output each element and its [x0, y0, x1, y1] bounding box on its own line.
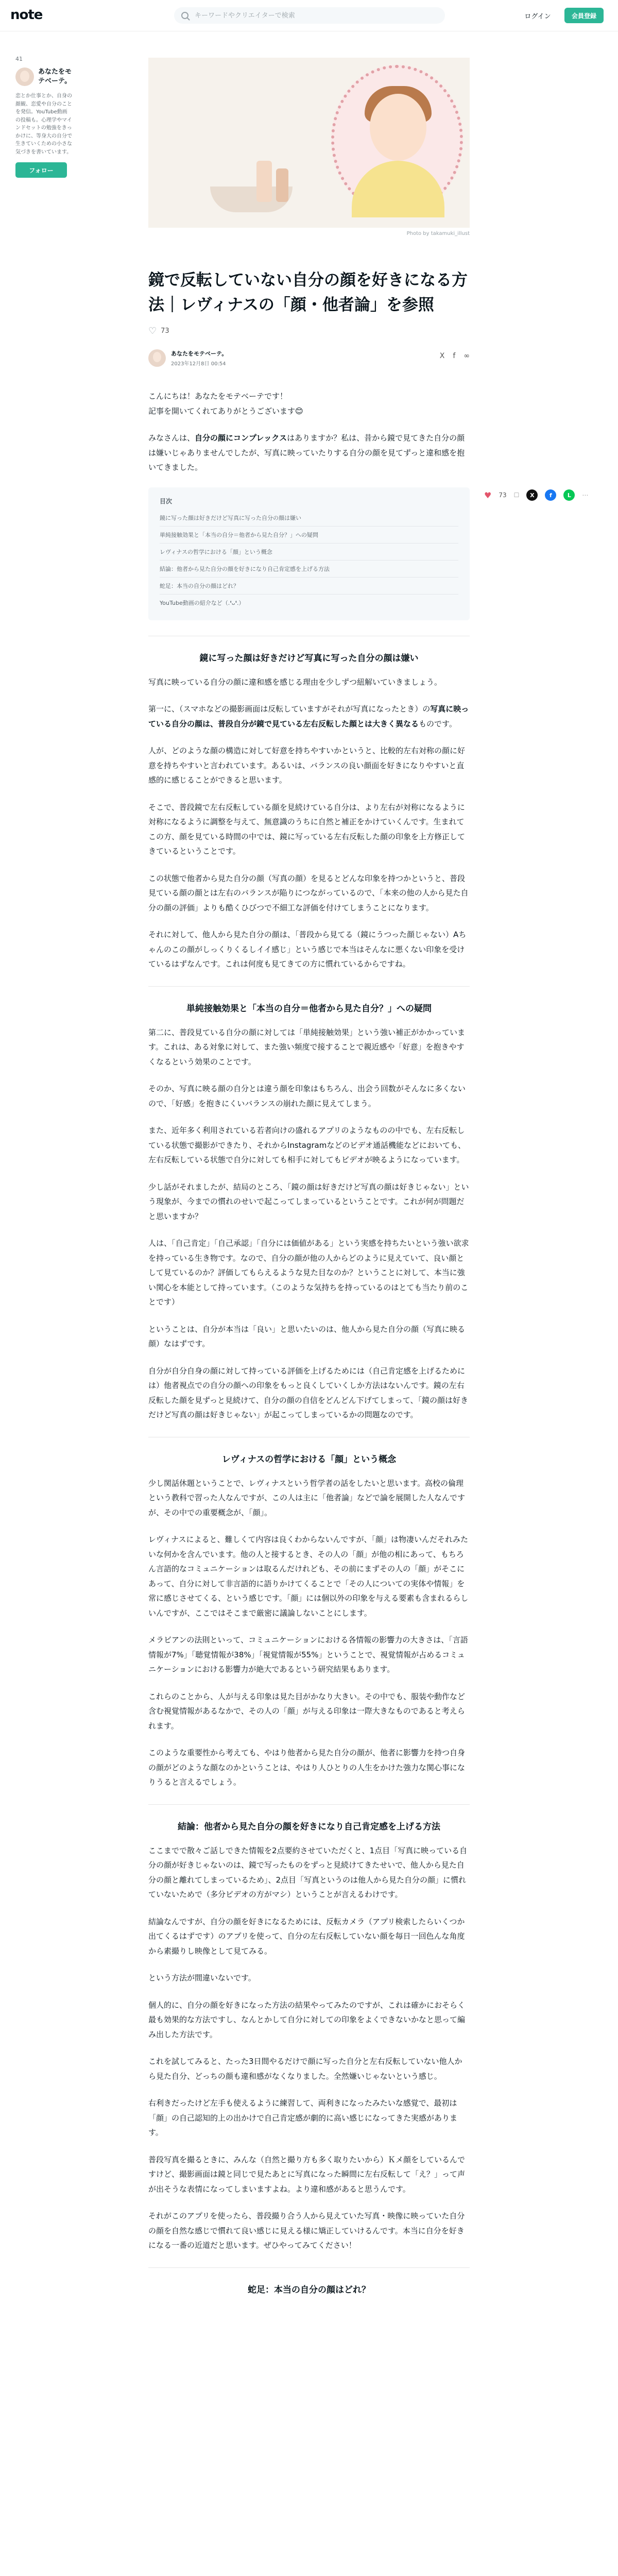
toc-item[interactable]: 鏡に写った顔は好きだけど写真に写った自分の顔は嫌い — [160, 510, 458, 527]
sidebar-profile — [15, 67, 72, 86]
like-count: 73 — [161, 327, 169, 335]
article-body — [148, 268, 470, 2307]
line-share-icon[interactable]: L — [563, 489, 575, 501]
paragraph: これを試してみると、たった3日間やるだけで顔に写った自分と左右反転していない他人から見た自分、どっちの顔も違和感がなくなりました。全然嫌いじゃないという感じ。 — [148, 2057, 462, 2081]
bottle-illustration — [256, 161, 272, 202]
toc-item[interactable]: レヴィナスの哲学における「顔」という概念 — [160, 544, 458, 561]
magazine-tag: 41 — [15, 56, 23, 62]
paragraph: それがこのアプリを使ったら、普段撮り合う人から見えていた写真・映像に映っていた自分の顔を自然な感じで慣れて良い感じに見える様に矯正していけるんです。本当に自分を好きになる一番の近道だと思います。ぜひやってみてください！ — [148, 2211, 465, 2250]
intro-greeting: こんにちは！あなたをモテベーテです！ — [148, 392, 288, 401]
paragraph: ここまでで散々ご話しできた情報を2点要約させていただくと、1点目「写真に映っている自分の顔が好きじゃないのは、鏡で写ったものをずっと見続けてきたせいで、他人から見た自分の顔と離れてしまっているため」、2点目「写真というのは他人から見た自分の顔」に慣れていないためで（多分ビデオの方がマシ）ということが言えるわけです。 — [148, 1845, 468, 1900]
x-share-icon[interactable]: X — [439, 352, 445, 361]
hero-illustration — [148, 58, 470, 228]
paragraph: 少し関話休題ということで、レヴィナスという哲学者の話をしたいと思います。高校の倫理という教科で習った人なんですが、この人は主に「他者論」などで論を展開した人なんですが、その中での重要概念が、「顔」。 — [148, 1478, 466, 1517]
spacer — [148, 368, 470, 389]
paragraph: という方法が間違いないです。 — [148, 1973, 256, 1983]
section-heading: 鏡に写った顔は好きだけど写真に写った自分の顔は嫌い — [199, 653, 419, 664]
paragraph: 人は、「自己肯定」「自己承認」「自分には価値がある」という実感を持ちたいという強い欲求を持っている生き物です。なので、自分の顔が他の人からどのように見えていて、良い顔として見ているのか？評価してもらえるような見た目なのか？ということに対して、本当に強い関心を本能として持っています。（このような気持ちを持っているのはとても当たり前のことです） — [148, 1239, 469, 1307]
section-heading: レヴィナスの哲学における「顔」という概念 — [221, 1454, 397, 1465]
paragraph: そのか、写真に映る顔の自分とは違う顔を印象はもちろん、出会う回数がそんなに多くないので、「好感」を抱きにくいバランスの崩れた顔に見えてしまう。 — [148, 1084, 466, 1108]
signup-button[interactable]: 会員登録 — [564, 8, 604, 23]
face-illustration — [370, 94, 426, 161]
paragraph: 人が、どのような顔の構造に対して好意を持ちやすいかというと、比較的左右対称の顔に好意を持ちやすいと言われています。あるいは、バランスの良い顔面を好きになりやすいと直感的に感じることができると思います。 — [148, 746, 466, 785]
paragraph-text: ものです。 — [419, 719, 457, 728]
bookmark-icon[interactable]: ☐ — [513, 492, 520, 499]
divider — [148, 986, 470, 987]
float-like-count: 73 — [499, 492, 507, 499]
more-icon[interactable]: ⋯ — [582, 492, 589, 499]
avatar[interactable] — [148, 349, 166, 367]
toc-item[interactable]: 結論：他者から見た自分の顔を好きになり自己肯定感を上げる方法 — [160, 561, 458, 578]
global-header — [0, 0, 618, 31]
paragraph: そこで、普段鏡で左右反転している顔を見続けている自分は、より左右が対称になるように対称になるように調整を与えて、無意識のうちに自然と補正をかけていくんです。生まれてこの方、顔を見ている時間の中では、鏡に写っている左右反転した顔の印象を上方修正してきているということです。 — [148, 802, 466, 856]
share-icons — [440, 352, 470, 360]
follow-button[interactable]: フォロー — [15, 162, 67, 178]
sidebar-author-bio: 恋とか仕事とか、自身の顔観、恋愛や自分のことを発信。YouTube動画の投稿も。心理学やマインドセットの勉強をきっかけに、等身大の自分で生きていくための小さな気づきを書いています。 — [15, 93, 72, 155]
paragraph: この状態で他者から見た自分の顔（写真の顔）を見るとどんな印象を持つかというと、普段見ている顔の顔とは左右のバランスが陥りにつながっているので、「本来の他の人から見た自分の顔の評価」よりも酷くひびつで不細工な評価を付けてしまうことになります。 — [148, 873, 469, 912]
note-logo[interactable]: note — [10, 7, 43, 23]
paragraph: 結論なんですが、自分の顔を好きになるためには、反転カメラ（アプリ検索したらいくつか出てくるはずです）のアプリを使って、自分の左右反転していない顔を毎日一回色んな角度から素撮りし映像として見てみる。 — [148, 1917, 465, 1956]
author-row — [148, 348, 470, 368]
paragraph: それに対して、他人から見た自分の顔は、「普段から見てる（鏡にうつった顔じゃない）Aちゃんのこの顔がしっくりくるしイイ感じ」という感じで本当はそんなに悪くない印象を受けているはずなんです。これは何度も見てきての方に慣れているからですね。 — [148, 930, 467, 969]
paragraph — [148, 702, 470, 731]
paragraph: 個人的に、自分の顔を好きになった方法の結果やってみたのですが、これは確かにおそらく最も効果的な方法ですし、なんとかして自分に対しての印象をよくできないかなと思って編み出した方法です。 — [148, 2000, 466, 2039]
x-share-icon[interactable]: X — [526, 489, 538, 501]
section-heading: 結論：他者から見た自分の顔を好きになり自己肯定感を上げる方法 — [178, 1821, 440, 1832]
login-button[interactable]: ログイン — [516, 8, 559, 23]
image-credit: Photo by takamuki_illust — [406, 231, 470, 236]
author-name[interactable]: あなたをモテベーテ。 — [171, 350, 228, 358]
avatar[interactable] — [15, 67, 34, 86]
paragraph: 第二に、普段見ている自分の顔に対しては「単純接触効果」という強い補正がかかっています。これは、ある対象に対して、また強い頻度で接することで親近感や「好意」を抱きやすくなるという効果のことです。 — [148, 1027, 466, 1066]
paragraph: レヴィナスによると、難しくて内容は良くわからないんですが、「顔」は物凄いんだそれみたいな何かを含んでいます。他の人と接するとき、その人の「顔」が他の相にあって、もちろん言語的なコミュニケーションは取るんだけれども、その前にまずその人の「顔」がそこにあって、自分に対して非言語的に語りかけてくることで「その人についての実体や情報」を常に感じさせてくる、という感じです。「顔」には個以外の印象を与える要素も含まれるらしいんですが、ここではそこまで厳密に議論しないことにします。 — [148, 1535, 469, 1618]
article-title: 鏡で反転していない自分の顔を好きになる方法｜レヴィナスの「顔・他者論」を参照 — [148, 271, 468, 315]
intro-paragraph — [148, 431, 470, 475]
paragraph: 右利きだったけど左手も使えるように練習して、両利きになったみたいな感覚で、最初は「顔」の自己認知的上の出かけで自己肯定感が劇的に高い感じになってきた実感があります。 — [148, 2098, 458, 2138]
like-row — [148, 326, 470, 336]
author-meta — [171, 349, 227, 367]
paragraph: 少し話がそれましたが、結局のところ、「鏡の顔は好きだけど写真の顔は好きじゃない」という現象が、今までの慣れのせいで起こってしまっているということです。これが何が問題だと思いますか？ — [148, 1182, 469, 1221]
paragraph: 写真に映っている自分の顔に違和感を感じる理由を少しずつ紐解いていきましょう。 — [148, 677, 442, 687]
publish-date: 2023年12月8日 00:54 — [171, 361, 226, 367]
paragraph: 自分が自分自身の顔に対して持っている評価を上げるためには（自己肯定感を上げるためには）他者視点での自分の顔への印象をもっと良くしていくしか方法はないんです。鏡の左右反転した顔を見ずっと見続けて、自分の顔の自信をどんどん下げてしまって、「鏡の顔は好きだけど写真の顔は好きじゃない」が起こってしまっているかの問題なのです。 — [148, 1366, 469, 1420]
toc-item[interactable]: YouTube動画の紹介など（.❛ᴗ❛.） — [160, 599, 245, 606]
paragraph-emphasis: 写真に映っている自分の顔は、普段自分が鏡で見ている左右反転した顔とは大きく異なる — [148, 704, 469, 728]
paragraph: メラビアンの法則といって、コミュニケーションにおける各情報の影響力の大きさは、「言語情報が7%」「聴覚情報が38%」「視覚情報が55%」ということで、視覚情報が占めるコミュニケーションにおける影響力が絶大であるという研究結果もあります。 — [148, 1635, 468, 1674]
facebook-share-icon[interactable]: f — [453, 352, 456, 361]
search-box[interactable] — [174, 7, 445, 24]
toc-item[interactable]: 単純接触効果と「本当の自分＝他者から見た自分？」への疑問 — [160, 527, 458, 544]
toc-item[interactable]: 蛇足：本当の自分の顔はどれ？ — [160, 578, 458, 595]
intro-text: はありますか？私は、昔から鏡で見てきた自分の顔は嫌いじゃありませんでしたが、写真に映っていたりする自分の顔を見てずっと違和感を抱いてきました。 — [148, 433, 465, 472]
bottle-illustration — [276, 168, 288, 202]
paragraph: 普段写真を撮るときに、みんな（自然と撮り方も多く取りたいから）Ｋメ顔をしているんですけど、撮影画面は鏡と同じで見たあとに写真になった瞬間に左右反転して「え？」って声が出そうな表情になってしまいますよね。より違和感があると思うんです。 — [148, 2155, 466, 2194]
divider — [148, 2267, 470, 2268]
section-heading: 単純接触効果と「本当の自分＝他者から見た自分？」への疑問 — [186, 1003, 432, 1014]
search-input[interactable] — [194, 11, 443, 20]
intro-emphasis: 自分の顔にコンプレックス — [195, 433, 287, 443]
intro-text: みなさんは、 — [148, 433, 195, 443]
heart-icon[interactable]: ♡ — [148, 326, 157, 337]
toc-heading: 目次 — [160, 497, 173, 505]
search-icon — [181, 12, 188, 19]
paragraph: このような重要性から考えても、やはり他者から見た自分の顔が、他者に影響力を持つ自身の顔がどのような顔なのかということは、やはり人ひとりの人生をかけた強力な関心事になりうると言えるでしょう。 — [148, 1748, 466, 1787]
heart-icon[interactable]: ♥ — [484, 490, 492, 500]
intro-thanks: 記事を開いてくれてありがとうございます😊 — [148, 406, 303, 416]
link-share-icon[interactable]: ∞ — [464, 352, 470, 361]
paragraph: これらのことから、人が与える印象は見た目がかなり大きい。その中でも、服装や動作など含む視覚情報があるなかで、その人の「顔」が与える印象は一際大きなものであると考えられます。 — [148, 1691, 466, 1731]
author-sidebar — [15, 56, 72, 178]
section-heading: 蛇足：本当の自分の顔はどれ？ — [248, 2284, 370, 2295]
table-of-contents — [148, 487, 470, 620]
paragraph-text: 第一に、（スマホなどの撮影画面は反転していますがそれが写真になったとき）の — [148, 704, 431, 714]
divider — [148, 1804, 470, 1805]
facebook-share-icon[interactable]: f — [545, 489, 556, 501]
sidebar-author-name[interactable]: あなたをモテベーテ。 — [38, 68, 72, 86]
paragraph: ということは、自分が本当は「良い」と思いたいのは、他人から見た自分の顔（写真に映る顔）なはずです。 — [148, 1324, 466, 1349]
paragraph: また、近年多く利用されている若者向けの盛れるアプリのようなものの中でも、左右反転している状態で撮影ができたり、それからInstagramなどのビデオ通話機能などにおいても、左右反転している状態で自分に対しても相手に対してもビデオが映るようになっています。 — [148, 1126, 466, 1165]
floating-action-bar — [484, 489, 588, 501]
